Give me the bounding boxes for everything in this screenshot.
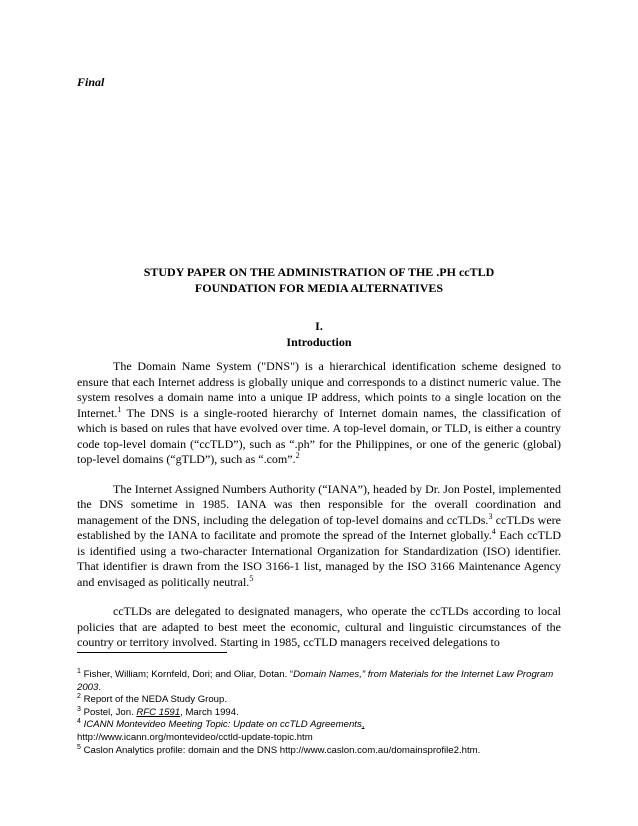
section-title: Introduction [286,335,352,349]
footnote-4-italic: ICANN Montevideo Meeting Topic: Update on ccTLD Agreements [80,719,362,731]
footnote-2 [77,694,567,707]
footnote-2-text: Report of the NEDA Study Group. [80,694,228,706]
paragraph-3-text: ccTLDs are delegated to designated managers, who operate the ccTLDs according to local policies that are adapted to best meet the economic, cultural and linguistic circumstances of the country or territory involved. Starting in 1985, ccTLD managers received delegations to [77,604,561,649]
paragraph-2-text-a: The Internet Assigned Numbers Authority (“IANA”), headed by Dr. Jon Postel, implemented the DNS sometime in 1985. IANA was then responsible for the overall coordination and management of the DNS, including the delegation of top-level domains and ccTLDs. [77,481,561,527]
title-line-1: STUDY PAPER ON THE ADMINISTRATION OF THE .PH ccTLD [143,265,495,279]
footnote-5 [77,745,567,758]
footnote-1-number: 1 [77,667,81,675]
section-number: I. [315,319,323,333]
footnote-1-end: . [98,681,102,693]
paragraph-2 [77,482,561,591]
paragraph-2-text-b: ccTLDs were established by the IANA to facilitate and promote the spread of the Internet globally. [77,512,561,542]
footnote-ref-4[interactable]: 4 [491,527,496,536]
footnote-5-number: 5 [77,743,81,751]
footnote-5-text: Caslon Analytics profile: domain and the DNS http://www.caslon.com.au/domainsprofile2.htm. [80,744,481,756]
document-title [77,264,561,296]
footnotes [77,669,567,757]
footnote-ref-5[interactable]: 5 [249,573,254,583]
footnote-4-number: 4 [77,718,81,726]
footnote-4-end: , [361,719,365,731]
footnote-1-italic: Domain Names,” from Materials for the Internet Law Program 2003 [77,669,554,693]
footnote-2-number: 2 [77,693,81,700]
footnote-3-number: 3 [77,705,81,713]
footnote-ref-3[interactable]: 3 [488,511,493,521]
footnote-3-rfc-link[interactable]: RFC 1591 [136,706,181,718]
footnote-ref-1[interactable]: 1 [117,404,122,414]
body-text [77,359,561,665]
footnote-3-text: Postel, Jon. [80,706,137,718]
footnote-4 [77,719,567,732]
paragraph-3 [77,604,561,651]
footnote-1 [77,669,567,694]
footnote-1-text: Fisher, William; Kornfeld, Dori; and Oliar, Dotan. “ [80,669,294,680]
title-line-2: FOUNDATION FOR MEDIA ALTERNATIVES [194,281,444,295]
paragraph-1-text-b: The DNS is a single-rooted hierarchy of Internet domain names, the classification of which is based on rules that have evolved over time. A top-level domain, or TLD, is either a country code top-level domain (“ccTLD”), such as “.ph” for the Philippines, or one of the generic (global) top-level domains (“gTLD”), such as “.com”. [77,405,561,466]
status-label: Final [77,75,105,89]
paragraph-1 [77,359,561,468]
paragraph-1-text-a: The Domain Name System ("DNS") is a hierarchical identification scheme designed to ensure that each Internet address is globally unique and corresponds to a distinct numeric value. The system resolves a domain name into a unique IP address, which points to a single location on the Internet. [77,359,561,420]
footnote-ref-2[interactable]: 2 [295,451,300,460]
footnote-4-url[interactable]: http://www.icann.org/montevideo/cctld-update-topic.htm [77,731,313,743]
paragraph-2-text-c: Each ccTLD is identified using a two-character International Organization for Standardization (ISO) identifier. That identifier is drawn from the ISO 3166-1 list, managed by the ISO 3166 Maintenance Agency and envisaged as politically neutral. [77,528,561,589]
footnote-divider [77,652,227,653]
footnote-3-end: , March 1994. [180,706,239,718]
section-heading [77,318,561,350]
footnote-3 [77,707,567,720]
